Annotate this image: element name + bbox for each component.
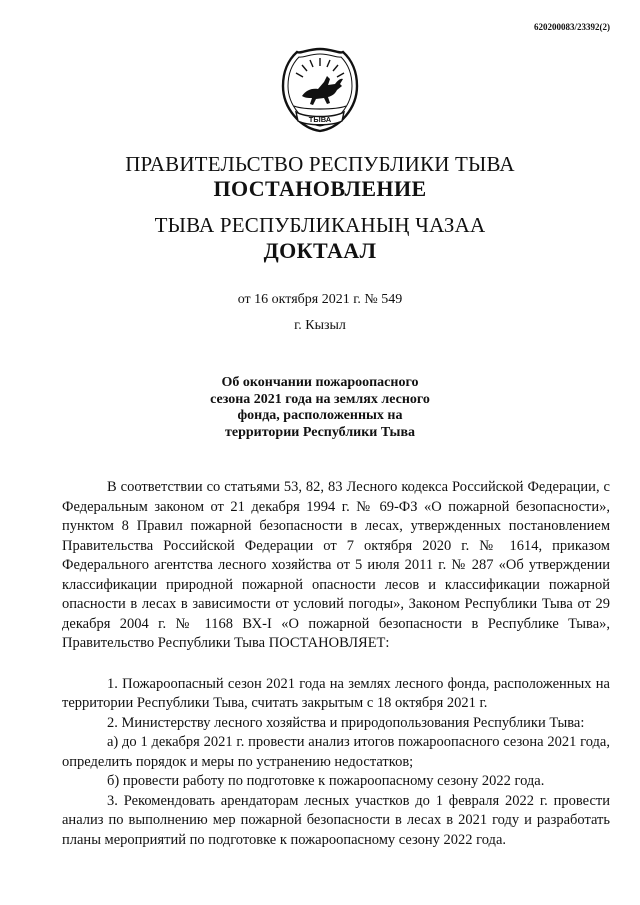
subject-line: сезона 2021 года на землях лесного: [210, 391, 430, 407]
decree-title-tyv: ДОКТААЛ: [263, 238, 377, 263]
government-title-ru: ПРАВИТЕЛЬСТВО РЕСПУБЛИКИ ТЫВА: [125, 152, 515, 176]
clause-paragraph: 3. Рекомендовать арендаторам лесных участков до 1 февраля 2022 г. провести анализ по выполнению мер пожарной безопасности в лесах в 2021 году и разработать планы мероприятий по подготовке к пожароопасному сезону 2022 года.: [62, 792, 610, 848]
subclause-paragraph: б) провести работу по подготовке к пожароопасному сезону 2022 года.: [107, 773, 545, 789]
subclause-paragraph: а) до 1 декабря 2021 г. провести анализ итогов пожароопасного сезона 2021 года, определить порядок и меры по устранению недостатков;: [62, 734, 610, 770]
subject-line: территории Республики Тыва: [224, 424, 416, 440]
decree-body: [62, 478, 610, 850]
decree-place: г. Кызыл: [294, 318, 346, 333]
tuva-coat-of-arms-icon: [280, 46, 360, 134]
government-title-tyv: ТЫВА РЕСПУБЛИКАНЫҢ ЧАЗАА: [154, 213, 486, 237]
decree-subject: [195, 375, 445, 441]
document-registration-number: 620200083/23392(2): [534, 22, 610, 32]
subject-line: Об окончании пожароопасного: [221, 375, 419, 390]
decree-date-number: от 16 октября 2021 г. № 549: [237, 292, 403, 307]
decree-title-ru: ПОСТАНОВЛЕНИЕ: [213, 176, 427, 201]
clause-paragraph: 2. Министерству лесного хозяйства и природопользования Республики Тыва:: [107, 714, 585, 731]
subject-line: фонда, расположенных на: [237, 408, 403, 423]
emblem-label: ТЫВА: [308, 115, 332, 124]
clause-paragraph: 1. Пожароопасный сезон 2021 года на землях лесного фонда, расположенных на территории Республики Тыва, считать закрытым с 18 октября 2021 г.: [62, 675, 610, 711]
preamble-paragraph: В соответствии со статьями 53, 82, 83 Лесного кодекса Российской Федерации, с Федеральным законом от 21 декабря 1994 г. № 69-ФЗ «О пожарной безопасности», пунктом 8 Правил пожарной безопасности в лесах, утвержденных постановлением Правительства Российской Федерации от 7 октября 2020 г. № 1614, приказом Федерального агентства лесного хозяйства от 5 июля 2011 г. № 287 «Об утверждении классификации природной пожарной опасности лесов и классификации пожарной опасности в лесах в зависимости от условий погоды», Законом Республики Тыва от 29 декабря 2004 г. № 1168 ВХ-I «О пожарной безопасности в Республике Тыва», Правительство Республики Тыва ПОСТАНОВЛЯЕТ:: [62, 479, 610, 651]
